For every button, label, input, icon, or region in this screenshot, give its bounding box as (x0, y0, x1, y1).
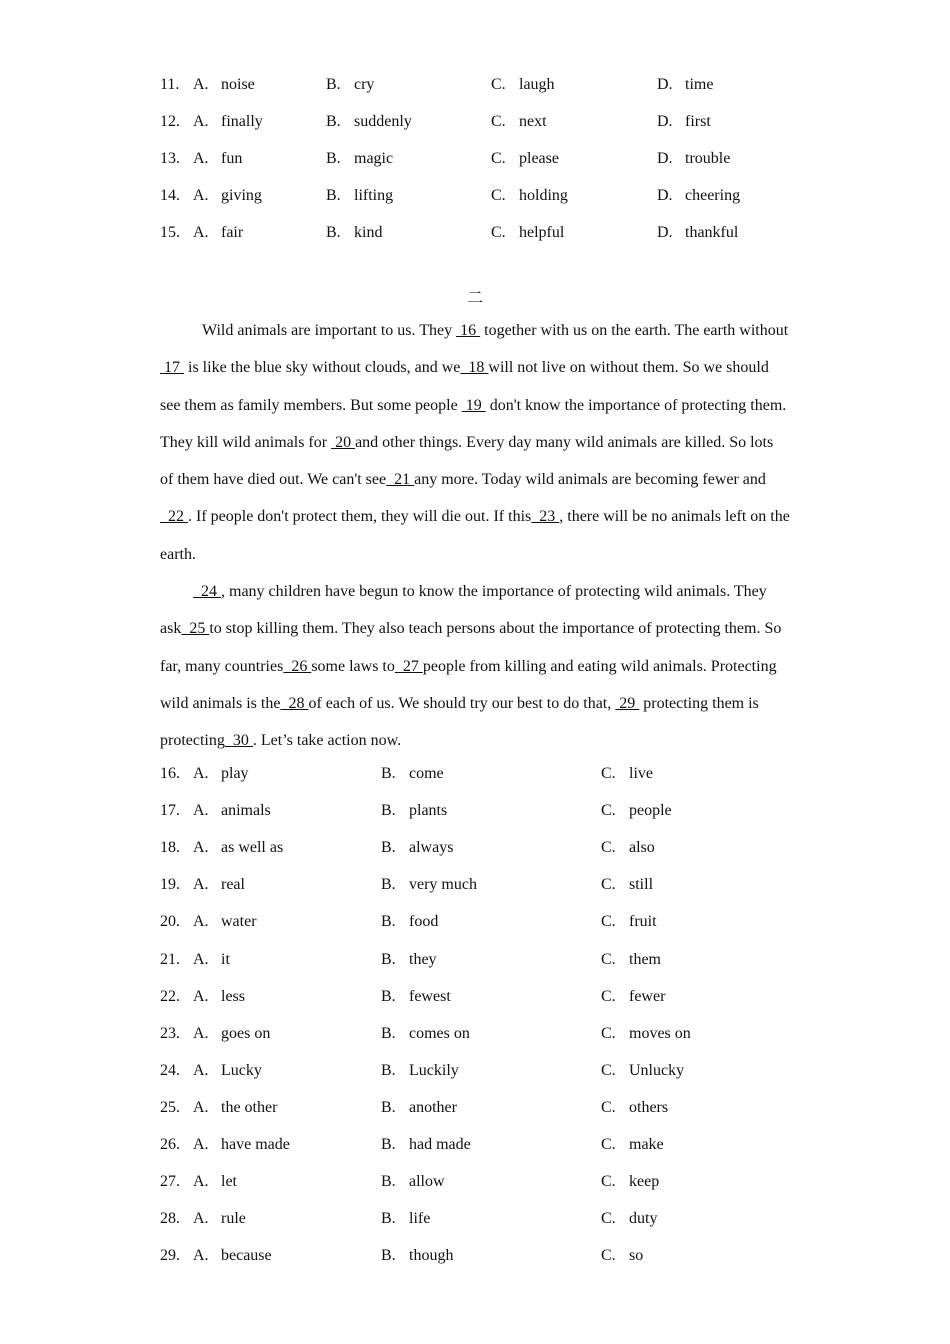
option-text: others (629, 1098, 669, 1116)
option-text: animals (221, 802, 271, 820)
option-letter: C. (491, 187, 506, 204)
option-letter: C. (491, 76, 506, 93)
option-letter: A. (193, 765, 209, 782)
blank-17: 17 (160, 359, 184, 377)
option-letter: B. (381, 1210, 396, 1228)
question-number: 18. (160, 839, 180, 857)
option-letter: B. (381, 876, 396, 894)
option-letter: C. (601, 987, 616, 1005)
text-run: together with us on the earth. The earth without (480, 322, 789, 339)
option-letter: A. (193, 1136, 209, 1153)
text-run: , many children have begun to know the importance of protecting wild animals. They ask (160, 583, 767, 638)
option-text: moves on (629, 1024, 691, 1042)
option-text: next (519, 113, 547, 130)
question-row (0, 111, 950, 133)
question-number: 19. (160, 876, 180, 894)
option-letter: C. (601, 1024, 616, 1042)
question-row (0, 763, 950, 785)
option-text: cry (354, 76, 375, 93)
option-letter: B. (326, 187, 341, 204)
option-text: laugh (519, 76, 555, 93)
option-text: play (221, 765, 249, 782)
blank-22: 22 (160, 508, 188, 526)
question-row (0, 1097, 950, 1119)
option-letter: C. (601, 876, 616, 894)
option-text: cheering (685, 187, 741, 204)
option-letter: B. (381, 1136, 396, 1153)
option-letter: D. (657, 76, 673, 93)
text-run: of each of us. We should try our best to do that, (308, 694, 616, 712)
option-text: giving (221, 187, 262, 204)
option-letter: C. (601, 1136, 616, 1153)
option-letter: A. (193, 224, 209, 241)
blank-27: 27 (394, 657, 423, 675)
option-letter: C. (601, 1210, 616, 1228)
option-letter: B. (381, 1247, 396, 1265)
option-text: Luckily (409, 1061, 459, 1079)
option-text: food (409, 913, 439, 931)
option-letter: B. (381, 765, 396, 782)
option-letter: C. (601, 950, 616, 968)
option-text: had made (409, 1136, 471, 1153)
option-text: holding (519, 187, 568, 204)
option-letter: C. (491, 150, 506, 167)
question-number: 29. (160, 1247, 180, 1265)
section-two-title: 二 (466, 290, 483, 307)
option-text: magic (354, 150, 394, 167)
question-row (0, 185, 950, 207)
option-text: finally (221, 113, 263, 130)
option-letter: C. (491, 113, 506, 130)
blank-23: 23 (531, 508, 560, 526)
text-run: some laws to (311, 657, 395, 675)
question-number: 28. (160, 1210, 180, 1228)
option-letter: B. (381, 950, 396, 968)
option-letter: A. (193, 1173, 209, 1191)
option-letter: D. (657, 187, 673, 204)
blank-21: 21 (386, 471, 415, 489)
text-run: . Let’s take action now. (252, 732, 402, 750)
option-text: them (629, 950, 661, 968)
option-letter: C. (601, 839, 616, 857)
text-run: Wild animals are important to us. They (202, 322, 457, 339)
option-letter: A. (193, 1098, 209, 1116)
question-number: 15. (160, 224, 180, 241)
option-text: so (629, 1247, 644, 1265)
option-letter: A. (193, 76, 209, 93)
option-letter: D. (657, 150, 673, 167)
question-number: 23. (160, 1024, 180, 1042)
question-number: 12. (160, 113, 180, 130)
text-run: any more. Today wild animals are becoming fewer and (414, 471, 766, 489)
option-text: goes on (221, 1024, 271, 1042)
option-letter: D. (657, 113, 673, 130)
question-number: 22. (160, 987, 180, 1005)
question-row (0, 1208, 950, 1230)
option-text: fair (221, 224, 244, 241)
blank-19: 19 (461, 396, 486, 414)
option-text: the other (221, 1098, 278, 1116)
option-text: let (221, 1173, 237, 1191)
option-letter: A. (193, 187, 209, 204)
option-text: lifting (354, 187, 394, 204)
question-row (0, 1134, 950, 1156)
option-text: another (409, 1098, 457, 1116)
blank-24: 24 (193, 583, 221, 601)
option-letter: C. (601, 765, 616, 782)
question-number: 25. (160, 1098, 180, 1116)
option-text: live (629, 765, 653, 782)
option-letter: A. (193, 113, 209, 130)
blank-29: 29 (615, 694, 640, 712)
question-row (0, 874, 950, 896)
question-row (0, 74, 950, 96)
option-text: fewer (629, 987, 666, 1005)
option-text: it (221, 950, 230, 968)
question-row (0, 911, 950, 933)
option-letter: A. (193, 950, 209, 968)
question-number: 21. (160, 950, 180, 968)
option-letter: D. (657, 224, 673, 241)
option-letter: C. (601, 802, 616, 820)
option-text: plants (409, 802, 448, 820)
text-run: don't know the importance of protecting them. They kill wild animals for (160, 396, 787, 451)
option-letter: B. (381, 1173, 396, 1191)
question-number: 13. (160, 150, 180, 167)
option-text: always (409, 839, 454, 857)
option-text: comes on (409, 1024, 470, 1042)
option-letter: B. (326, 224, 341, 241)
blank-16: 16 (456, 322, 481, 339)
option-letter: B. (326, 76, 341, 93)
option-letter: B. (326, 150, 341, 167)
option-letter: B. (381, 987, 396, 1005)
text-run: and other things. Every day many wild animals are killed. So lots of them have died out. We can't see (160, 433, 774, 489)
text-run: . If people don't protect them, they will die out. If this (188, 508, 532, 526)
question-number: 11. (160, 76, 180, 93)
question-number: 26. (160, 1136, 180, 1153)
option-text: still (629, 876, 654, 894)
option-letter: A. (193, 1061, 209, 1079)
blank-26: 26 (283, 657, 312, 675)
blank-20: 20 (331, 433, 356, 451)
option-text: Lucky (221, 1061, 262, 1079)
question-number: 27. (160, 1173, 180, 1191)
option-letter: C. (601, 1173, 616, 1191)
question-row (0, 949, 950, 971)
option-letter: B. (381, 913, 396, 931)
option-text: fun (221, 150, 243, 167)
option-text: water (221, 913, 257, 931)
option-letter: B. (326, 113, 341, 130)
option-text: people (629, 802, 672, 820)
question-row (0, 222, 950, 244)
option-text: though (409, 1247, 454, 1265)
text-run: , there will be no animals left on the earth. (160, 508, 790, 563)
option-text: very much (409, 876, 477, 894)
option-letter: C. (601, 913, 616, 931)
option-text: less (221, 987, 245, 1005)
option-text: they (409, 950, 437, 968)
option-text: life (409, 1210, 431, 1228)
question-row (0, 148, 950, 170)
option-text: rule (221, 1210, 246, 1228)
passage-paragraph-2 (160, 573, 790, 759)
option-text: Unlucky (629, 1061, 685, 1079)
option-text: as well as (221, 839, 284, 857)
option-letter: B. (381, 839, 396, 857)
blank-28: 28 (280, 694, 309, 712)
text-run: to stop killing them. They also teach persons about the importance of protecting them. So far, many countries (160, 620, 782, 675)
question-number: 17. (160, 802, 180, 820)
option-letter: C. (601, 1061, 616, 1079)
question-row (0, 1060, 950, 1082)
question-row (0, 1171, 950, 1193)
option-text: first (685, 113, 711, 130)
option-letter: A. (193, 802, 209, 820)
question-row (0, 800, 950, 822)
text-run: protecting them is protecting (160, 694, 759, 750)
option-text: also (629, 839, 655, 857)
text-run: will not live on without them. So we should see them as family members. But some people (160, 359, 769, 414)
question-number: 14. (160, 187, 180, 204)
passage-paragraph-1 (160, 312, 790, 573)
option-letter: A. (193, 1024, 209, 1042)
question-number: 16. (160, 765, 180, 782)
blank-18: 18 (460, 359, 489, 377)
option-text: helpful (519, 224, 565, 241)
option-text: allow (409, 1173, 445, 1191)
text-run: people from killing and eating wild animals. Protecting wild animals is the (160, 657, 777, 712)
question-number: 24. (160, 1061, 180, 1079)
option-letter: B. (381, 802, 396, 820)
option-letter: A. (193, 150, 209, 167)
option-letter: A. (193, 1210, 209, 1228)
option-text: suddenly (354, 113, 412, 130)
option-text: fewest (409, 987, 451, 1005)
option-letter: B. (381, 1061, 396, 1079)
option-text: keep (629, 1173, 660, 1191)
option-text: kind (354, 224, 383, 241)
option-text: noise (221, 76, 255, 93)
option-text: make (629, 1136, 664, 1153)
question-number: 20. (160, 913, 180, 931)
option-text: please (519, 150, 559, 167)
question-row (0, 986, 950, 1008)
passage (160, 312, 790, 760)
option-text: real (221, 876, 245, 894)
option-text: duty (629, 1210, 658, 1228)
option-letter: B. (381, 1024, 396, 1042)
option-text: thankful (685, 224, 739, 241)
option-letter: A. (193, 1247, 209, 1265)
option-text: come (409, 765, 444, 782)
option-text: fruit (629, 913, 657, 931)
option-letter: C. (491, 224, 506, 241)
option-letter: A. (193, 913, 209, 931)
question-row (0, 1245, 950, 1267)
option-letter: C. (601, 1098, 616, 1116)
option-letter: A. (193, 987, 209, 1005)
question-row (0, 837, 950, 859)
text-run: is like the blue sky without clouds, and we (184, 359, 461, 377)
option-text: have made (221, 1136, 290, 1153)
blank-25: 25 (181, 620, 210, 638)
option-text: time (685, 76, 714, 93)
blank-30: 30 (224, 732, 253, 750)
option-letter: A. (193, 839, 209, 857)
option-letter: B. (381, 1098, 396, 1116)
option-letter: C. (601, 1247, 616, 1265)
question-row (0, 1023, 950, 1045)
option-text: because (221, 1247, 272, 1265)
option-letter: A. (193, 876, 209, 894)
option-text: trouble (685, 150, 731, 167)
